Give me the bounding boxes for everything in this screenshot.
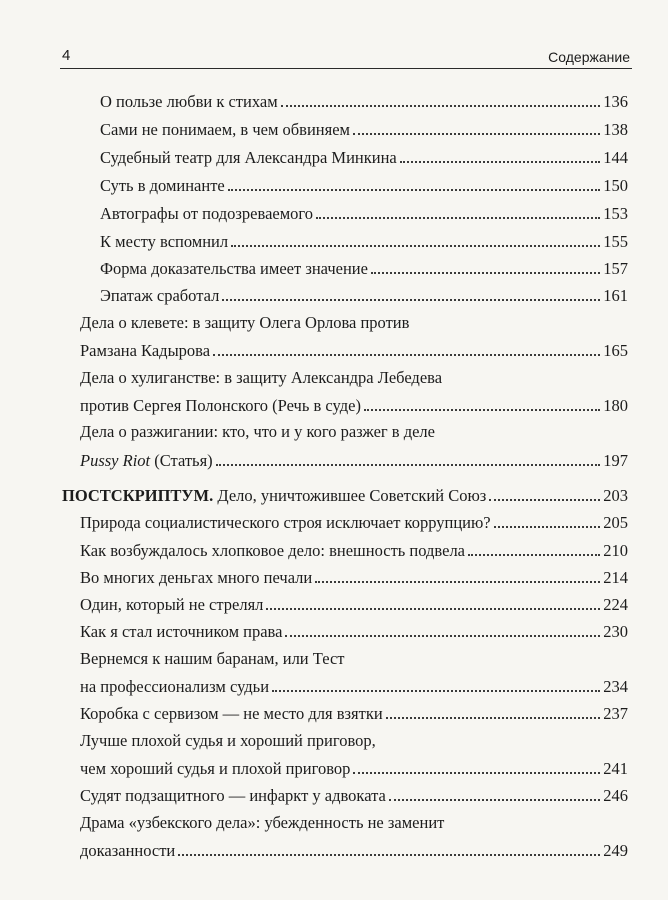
toc-entry[interactable]: Рамзана Кадырова 165 [80,341,628,360]
leader-dots [386,716,601,719]
toc-entry-line1[interactable]: Вернемся к нашим баранам, или Тест [80,649,345,668]
toc-entry[interactable]: Как возбуждалось хлопковое дело: внешность подвела 210 [80,541,628,560]
toc-entry-line1[interactable]: Лучше плохой судья и хороший приговор, [80,731,376,750]
leader-dots [389,798,600,801]
leader-dots [216,463,601,466]
leader-dots [468,553,600,556]
leader-dots [353,771,600,774]
toc-entry[interactable]: К месту вспомнил 155 [100,232,628,251]
leader-dots [266,607,600,610]
leader-dots [494,525,601,528]
toc-entry[interactable]: Коробка с сервизом — не место для взятки 237 [80,704,628,723]
toc-entry[interactable]: Автографы от подозреваемого 153 [100,204,628,223]
leader-dots [231,244,600,247]
leader-dots [364,408,600,411]
toc-entry-line1[interactable]: Дела о хулиганстве: в защиту Александра Лебедева [80,368,443,387]
toc-entry[interactable]: Судят подзащитного — инфаркт у адвоката 246 [80,786,628,805]
toc-entry-line1[interactable]: Драма «узбекского дела»: убежденность не заменит [80,813,445,832]
leader-dots [213,353,600,356]
toc-entry[interactable]: Природа социалистического строя исключает коррупцию? 205 [80,513,628,532]
toc-entry-line1[interactable]: Дела о клевете: в защиту Олега Орлова против [80,313,410,332]
leader-dots [353,132,600,135]
toc-entry[interactable]: Pussy Riot (Статья) 197 [80,451,628,470]
toc-entry[interactable]: Как я стал источником права 230 [80,622,628,641]
leader-dots [371,271,600,274]
leader-dots [315,580,600,583]
leader-dots [285,634,600,637]
leader-dots [316,216,600,219]
toc-entry-postscript[interactable]: ПОСТСКРИПТУМ. Дело, уничтожившее Советский Союз 203 [62,486,628,505]
toc-entry[interactable]: Один, который не стрелял 224 [80,595,628,614]
toc-entry[interactable]: Суть в доминанте 150 [100,176,628,195]
toc-entry[interactable]: Судебный театр для Александра Минкина 144 [100,148,628,167]
leader-dots [281,104,601,107]
leader-dots [489,498,600,501]
section-title: Содержание [548,49,630,65]
leader-dots [272,689,600,692]
page-number: 4 [62,47,71,64]
leader-dots [178,853,600,856]
toc-entry[interactable]: Сами не понимаем, в чем обвиняем 138 [100,120,628,139]
toc-entry[interactable]: Во многих деньгах много печали 214 [80,568,628,587]
leader-dots [222,298,600,301]
toc-entry[interactable]: доказанности 249 [80,841,628,860]
leader-dots [400,160,601,163]
toc-entry[interactable]: Форма доказательства имеет значение 157 [100,259,628,278]
toc-entry[interactable]: О пользе любви к стихам 136 [100,92,628,111]
toc-entry[interactable]: на профессионализм судьи 234 [80,677,628,696]
toc-entry-line1[interactable]: Дела о разжигании: кто, что и у кого разжег в деле [80,422,435,441]
leader-dots [228,188,601,191]
toc-entry[interactable]: Эпатаж сработал 161 [100,286,628,305]
toc-entry[interactable]: чем хороший судья и плохой приговор 241 [80,759,628,778]
toc-entry[interactable]: против Сергея Полонского (Речь в суде) 180 [80,396,628,415]
